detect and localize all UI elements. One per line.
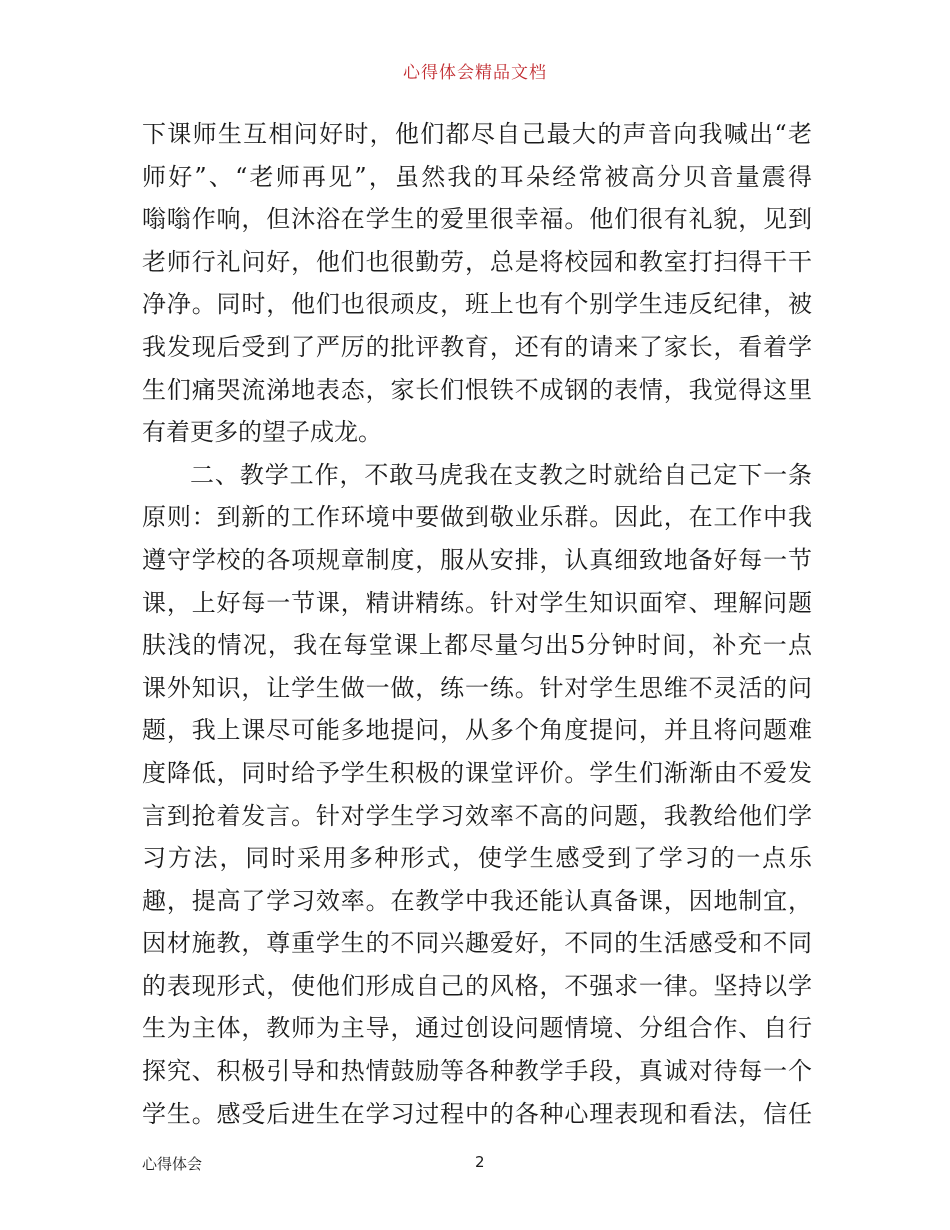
document-body	[142, 113, 812, 1135]
page-number: 2	[475, 1153, 485, 1171]
body-line: 生为主体，教师为主导，通过创设问题情境、分组合作、自行	[142, 1014, 812, 1043]
body-line: 言到抢着发言。针对学生学习效率不高的问题，我教给他们学	[142, 801, 812, 830]
body-line: 生们痛哭流涕地表态，家长们恨铁不成钢的表情，我觉得这里	[142, 375, 812, 404]
body-line: 原则：到新的工作环境中要做到敬业乐群。因此，在工作中我	[142, 503, 812, 532]
body-line: 我发现后受到了严厉的批评教育，还有的请来了家长，看着学	[142, 332, 812, 361]
body-line: 遵守学校的各项规章制度，服从安排，认真细致地备好每一节	[142, 545, 812, 574]
body-line: 因材施教，尊重学生的不同兴趣爱好，不同的生活感受和不同	[142, 929, 812, 958]
body-line: 的表现形式，使他们形成自己的风格，不强求一律。坚持以学	[142, 971, 812, 1000]
body-line: 净净。同时，他们也很顽皮，班上也有个别学生违反纪律，被	[142, 290, 812, 319]
body-line: 度降低，同时给予学生积极的课堂评价。学生们渐渐由不爱发	[142, 758, 812, 787]
body-line: 师好”、“老师再见”，虽然我的耳朵经常被高分贝音量震得	[142, 162, 812, 191]
page-footer	[142, 1153, 812, 1177]
body-line: 嗡嗡作响，但沐浴在学生的爱里很幸福。他们很有礼貌，见到	[142, 205, 812, 234]
body-line: 探究、积极引导和热情鼓励等各种教学手段，真诚对待每一个	[142, 1057, 812, 1086]
body-line: 习方法，同时采用多种形式，使学生感受到了学习的一点乐	[142, 844, 812, 873]
body-line: 学生。感受后进生在学习过程中的各种心理表现和看法，信任	[142, 1099, 812, 1128]
body-line: 肤浅的情况，我在每堂课上都尽量匀出5分钟时间，补充一点	[142, 631, 812, 660]
body-line: 题，我上课尽可能多地提问，从多个角度提问，并且将问题难	[142, 716, 812, 745]
body-line: 趣，提高了学习效率。在教学中我还能认真备课，因地制宜，	[142, 886, 812, 915]
page-header-title: 心得体会精品文档	[403, 63, 547, 83]
body-line: 下课师生互相问好时，他们都尽自己最大的声音向我喊出“老	[142, 120, 812, 148]
body-line: 二、教学工作，不敢马虎我在支教之时就给自己定下一条	[190, 460, 812, 489]
body-line: 老师行礼问好，他们也很勤劳，总是将校园和教室打扫得干干	[142, 247, 812, 276]
body-line: 有着更多的望子成龙。	[142, 418, 382, 447]
body-line: 课，上好每一节课，精讲精练。针对学生知识面窄、理解问题	[142, 588, 812, 617]
footer-label: 心得体会	[142, 1155, 203, 1173]
body-line: 课外知识，让学生做一做，练一练。针对学生思维不灵活的问	[142, 673, 812, 702]
